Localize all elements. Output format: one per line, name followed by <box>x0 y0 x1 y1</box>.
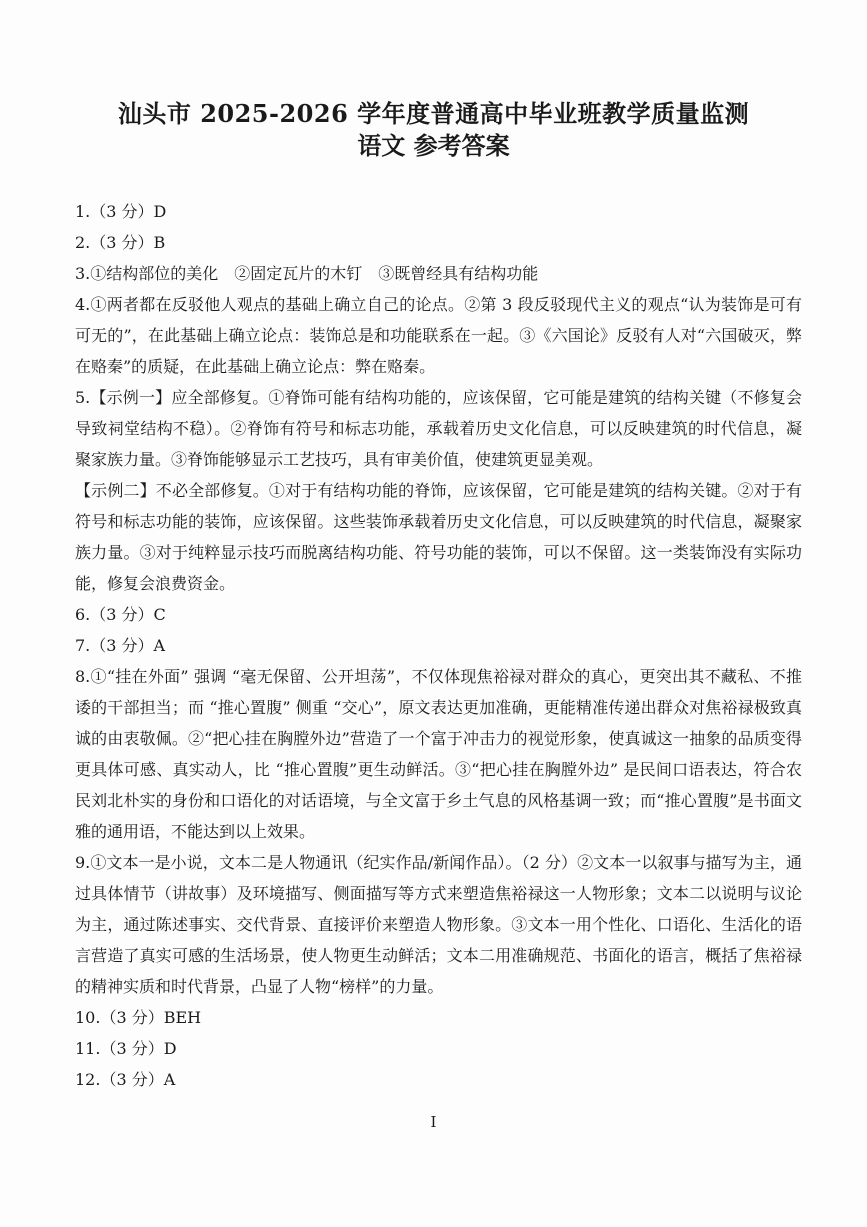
page-subtitle: 语文 参考答案 <box>357 131 510 160</box>
answer-list <box>75 196 802 1095</box>
answer-item-12: 12.（3 分）A <box>75 1070 176 1089</box>
answer-item-10: 10.（3 分）BEH <box>75 1008 202 1027</box>
answer-item-7: 7.（3 分）A <box>75 636 166 655</box>
answer-item-3: 3.①结构部位的美化 ②固定瓦片的木钉 ③既曾经具有结构功能 <box>75 264 539 283</box>
answer-item-6: 6.（3 分）C <box>75 605 166 624</box>
answer-item-8: 8.①“挂在外面” 强调 “毫无保留、公开坦荡”，不仅体现焦裕禄对群众的真心，更突出其不藏私、不推诿的干部担当；而 “推心置腹” 侧重 “交心”，原文表达更加准确，更能精准传递出群众对焦裕禄极致真诚的由衷敬佩。②“把心挂在胸膛外边”营造了一个富于冲击力的视觉形象，使真诚这一抽象的品质变得更具体可感、真实动人，比 “推心置腹”更生动鲜活。③“把心挂在胸膛外边” 是民间口语表达，符合农民刘北朴实的身份和口语化的对话语境，与全文富于乡土气息的风格基调一致；而“推心置腹”是书面文雅的通用语，不能达到以上效果。 <box>75 667 802 841</box>
answer-item-1: 1.（3 分）D <box>75 202 167 221</box>
page-title: 汕头市 2025-2026 学年度普通高中毕业班教学质量监测 <box>117 99 750 128</box>
answer-item-5-example-2: 【示例二】不必全部修复。①对于有结构功能的脊饰，应该保留，它可能是建筑的结构关键。②对于有符号和标志功能的装饰，应该保留。这些装饰承载着历史文化信息，可以反映建筑的时代信息，凝聚家族力量。③对于纯粹显示技巧而脱离结构功能、符号功能的装饰，可以不保留。这一类装饰没有实际功能，修复会浪费资金。 <box>75 481 802 593</box>
answer-item-4: 4.①两者都在反驳他人观点的基础上确立自己的论点。②第 3 段反驳现代主义的观点“认为装饰是可有可无的”，在此基础上确立论点：装饰总是和功能联系在一起。③《六国论》反驳有人对“六国破灭，弊在赂秦”的质疑，在此基础上确立论点：弊在赂秦。 <box>75 295 802 376</box>
answer-item-11: 11.（3 分）D <box>75 1039 177 1058</box>
answer-item-2: 2.（3 分）B <box>75 233 166 252</box>
answer-item-5-example-1: 5.【示例一】应全部修复。①脊饰可能有结构功能的，应该保留，它可能是建筑的结构关键（不修复会导致祠堂结构不稳）。②脊饰有符号和标志功能，承载着历史文化信息，可以反映建筑的时代信息，凝聚家族力量。③脊饰能够显示工艺技巧，具有审美价值，使建筑更显美观。 <box>75 388 802 469</box>
page-number: I <box>430 1113 437 1131</box>
answer-item-9: 9.①文本一是小说，文本二是人物通讯（纪实作品/新闻作品）。（2 分）②文本一以叙事与描写为主，通过具体情节（讲故事）及环境描写、侧面描写等方式来塑造焦裕禄这一人物形象；文本二以说明与议论为主，通过陈述事实、交代背景、直接评价来塑造人物形象。③文本一用个性化、口语化、生活化的语言营造了真实可感的生活场景，使人物更生动鲜活；文本二用准确规范、书面化的语言，概括了焦裕禄的精神实质和时代背景，凸显了人物“榜样”的力量。 <box>75 853 802 996</box>
